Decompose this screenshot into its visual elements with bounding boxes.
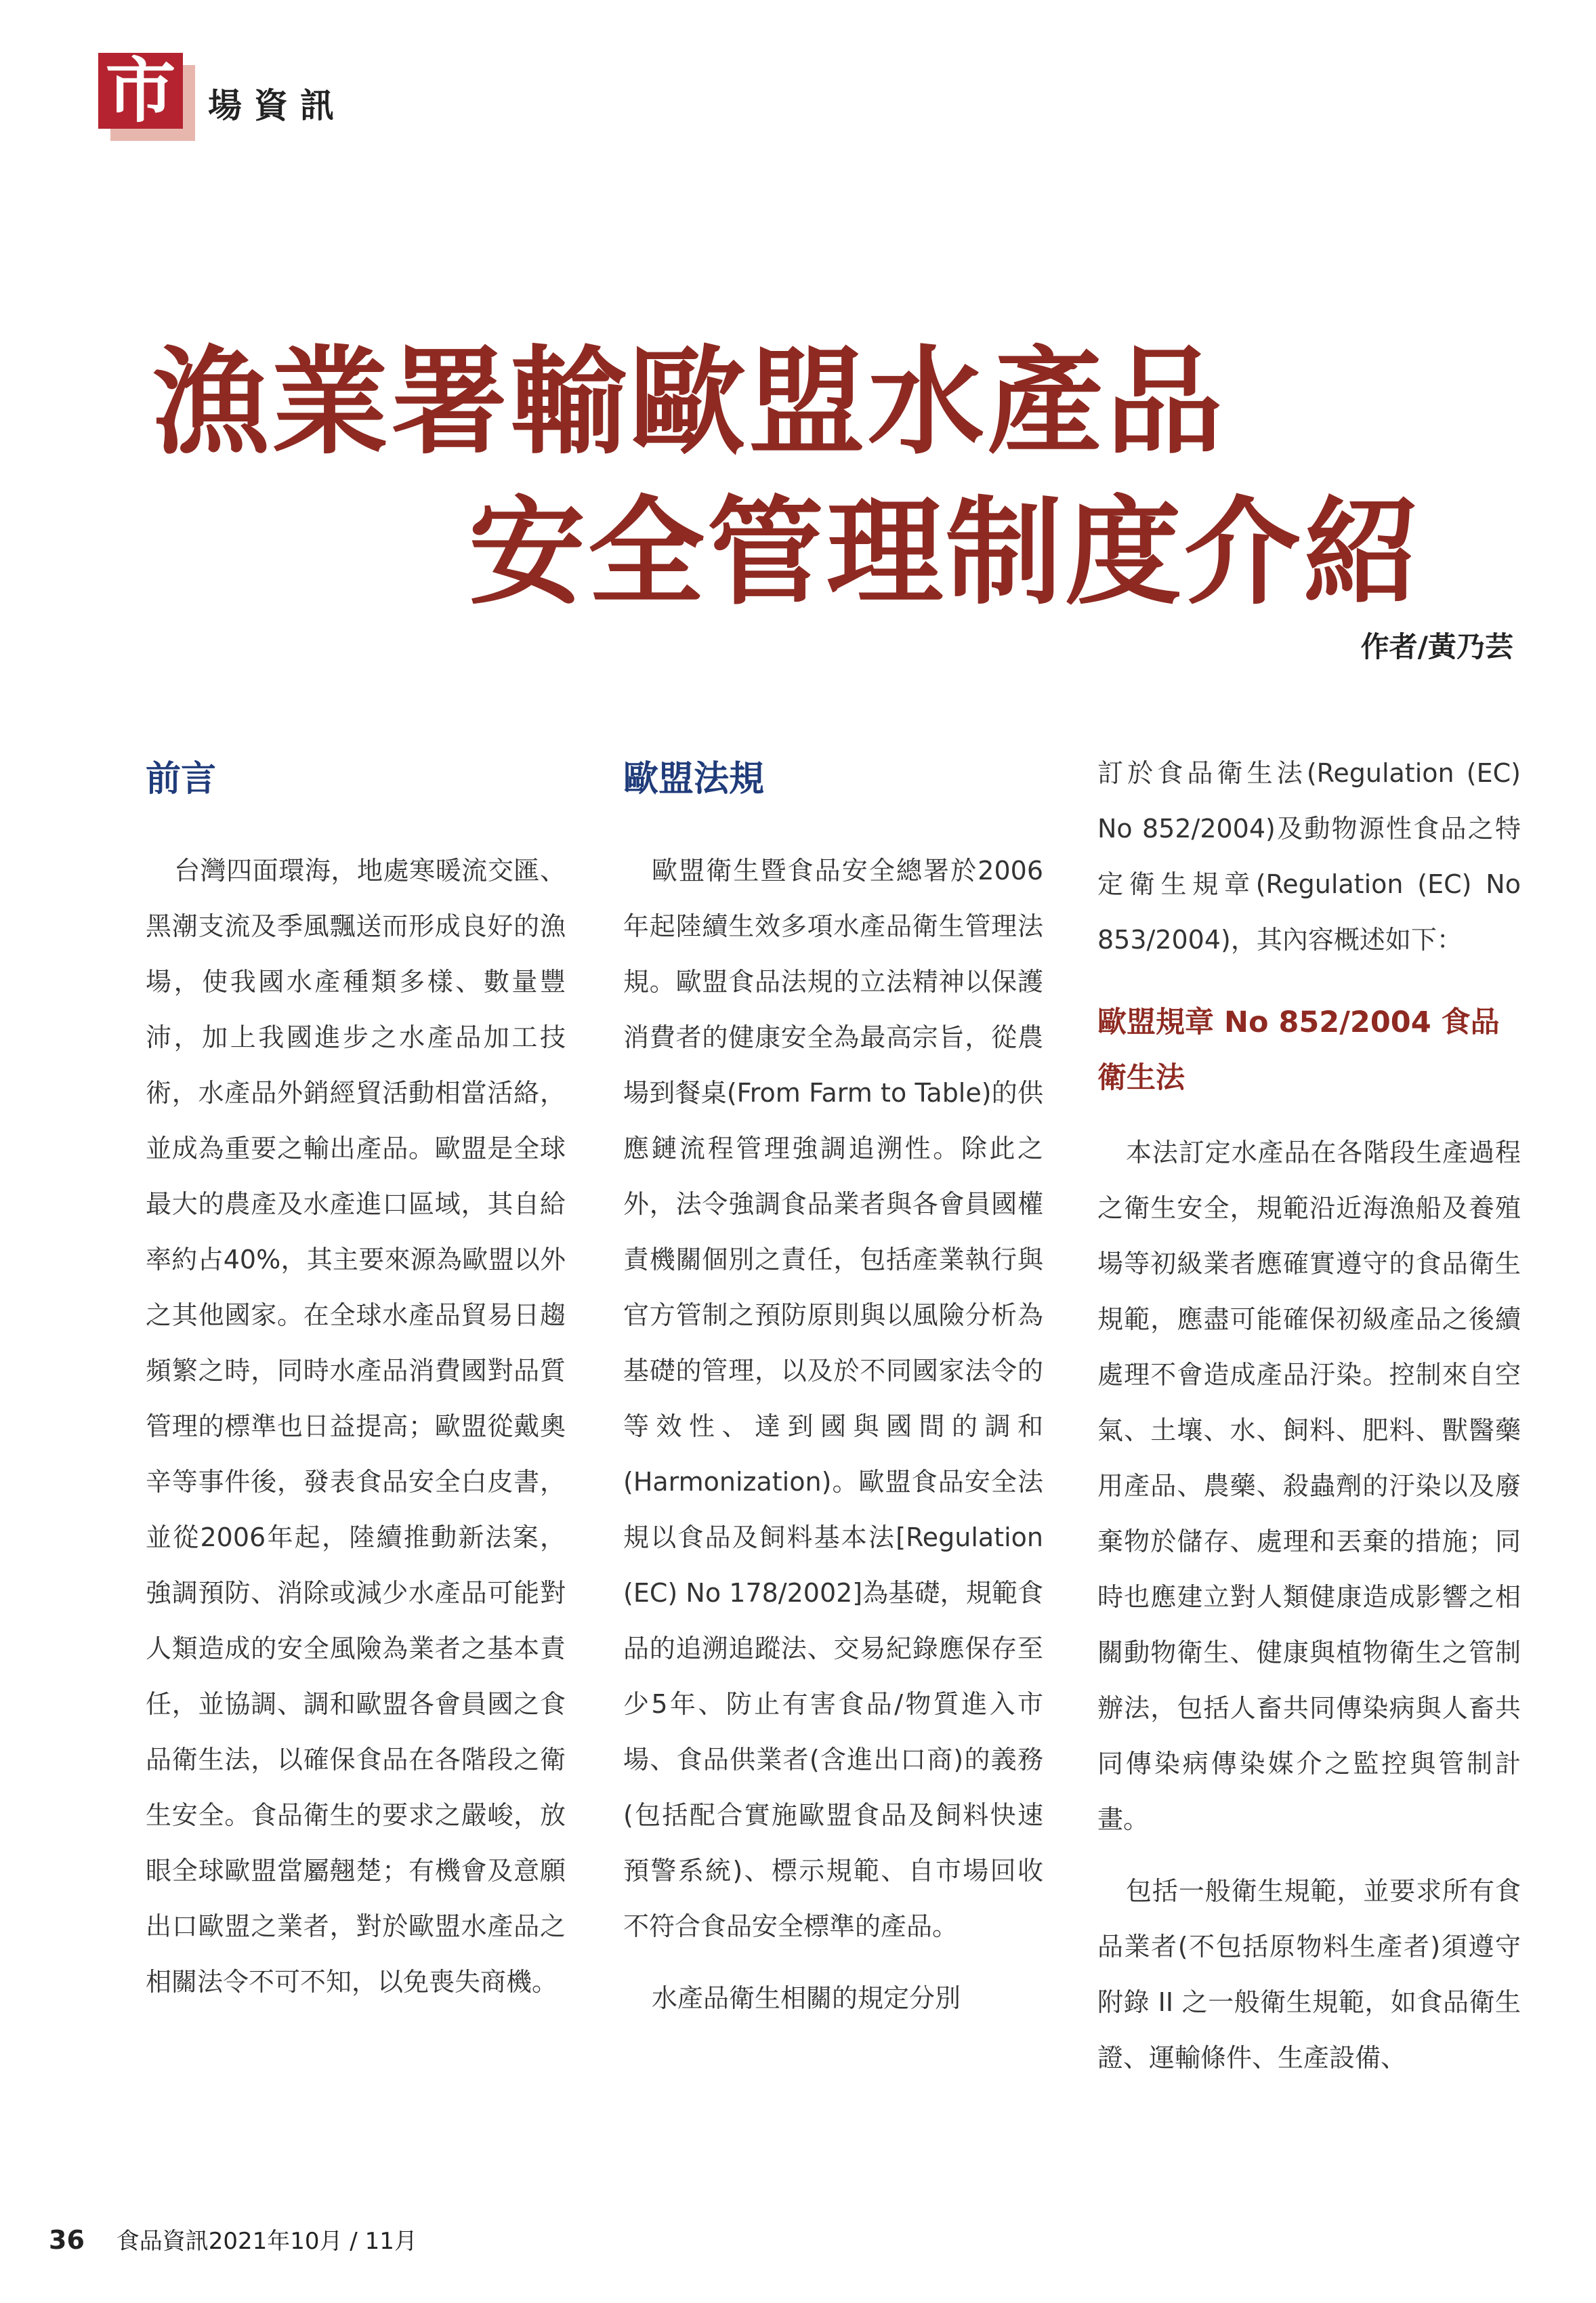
- paragraph-introduction: 台灣四面環海，地處寒暖流交匯、黑潮支流及季風飄送而形成良好的漁場，使我國水產種類多樣、數量豐沛，加上我國進步之水產品加工技術，水產品外銷經貿活動相當活絡，並成為重要之輸出產品。歐盟是全球最大的農產及水產進口區域，其自給率約占40%，其主要來源為歐盟以外之其他國家。在全球水產品貿易日趨頻繁之時，同時水產品消費國對品質管理的標準也日益提高；歐盟從戴奧辛等事件後，發表食品安全白皮書，並從2006年起，陸續推動新法案，強調預防、消除或減少水產品可能對人類造成的安全風險為業者之基本責任，並協調、調和歐盟各會員國之食品衛生法，以確保食品在各階段之衛生安全。食品衛生的要求之嚴峻，放眼全球歐盟當屬翹楚；有機會及意願出口歐盟之業者，對於歐盟水產品之相關法令不可不知，以免喪失商機。: [146, 856, 566, 1997]
- column-1: [146, 745, 566, 2010]
- heading-introduction: 前言: [146, 759, 217, 800]
- heading-eu-regulations: 歐盟法規: [623, 759, 765, 800]
- paragraph-regulation-852: 本法訂定水產品在各階段生產過程之衛生安全，規範沿近海漁船及養殖場等初級業者應確實遵守的食品衛生規範，應盡可能確保初級產品之後續處理不會造成產品汙染。控制來自空氣、土壤、水、飼料、肥料、獸醫藥用產品、農藥、殺蟲劑的汙染以及廢棄物於儲存、處理和丟棄的措施；同時也應建立對人類健康造成影響之相關動物衛生、健康與植物衛生之管制辦法，包括人畜共同傳染病與人畜共同傳染病傳染媒介之監控與管制計畫。: [1097, 1138, 1521, 1834]
- article-title-line-1: 漁業署輸歐盟水產品: [152, 334, 1225, 470]
- section-mark: 市: [98, 53, 183, 129]
- paragraph-aquatic-rules: 水產品衛生相關的規定分別: [652, 1983, 961, 2013]
- paragraph-general-hygiene: 包括一般衛生規範，並要求所有食品業者(不包括原物料生產者)須遵守附錄 II 之一般衛生規範，如食品衛生證、運輸條件、生產設備、: [1097, 1876, 1521, 2073]
- section-label: 場資訊: [208, 86, 346, 125]
- paragraph-regulation-continued: 訂於食品衛生法(Regulation (EC) No 852/2004)及動物源性食品之特定衛生規章(Regulation (EC) No 853/2004)，其內容概述如下：: [1097, 758, 1521, 955]
- column-2: [623, 745, 1043, 2026]
- column-3: [1097, 745, 1521, 2086]
- page-number: 36: [49, 2225, 85, 2255]
- author-byline: 作者/黃乃芸: [1360, 630, 1513, 663]
- article-title-line-2: 安全管理制度介紹: [469, 484, 1423, 621]
- page-footer: [49, 2222, 417, 2256]
- paragraph-eu-regulations: 歐盟衛生暨食品安全總署於2006年起陸續生效多項水產品衛生管理法規。歐盟食品法規的立法精神以保護消費者的健康安全為最高宗旨，從農場到餐桌(From Farm to Table)的供應鏈流程管理強調追溯性。除此之外，法令強調食品業者與各會員國權責機關個別之責任，包括產業執行與官方管制之預防原則與以風險分析為基礎的管理，以及於不同國家法令的等效性、達到國與國間的調和(Harmonization)。歐盟食品安全法規以食品及飼料基本法[Regulation (EC) No 178/2002]為基礎，規範食品的追溯追蹤法、交易紀錄應保存至少5年、防止有害食品/物質進入市場、食品供業者(含進出口商)的義務(包括配合實施歐盟食品及飼料快速預警系統)、標示規範、自市場回收不符合食品安全標準的產品。: [623, 856, 1043, 1941]
- publication-info: 食品資訊2021年10月 / 11月: [116, 2228, 417, 2255]
- subheading-regulation-852: 歐盟規章 No 852/2004 食品衛生法: [1097, 1005, 1500, 1095]
